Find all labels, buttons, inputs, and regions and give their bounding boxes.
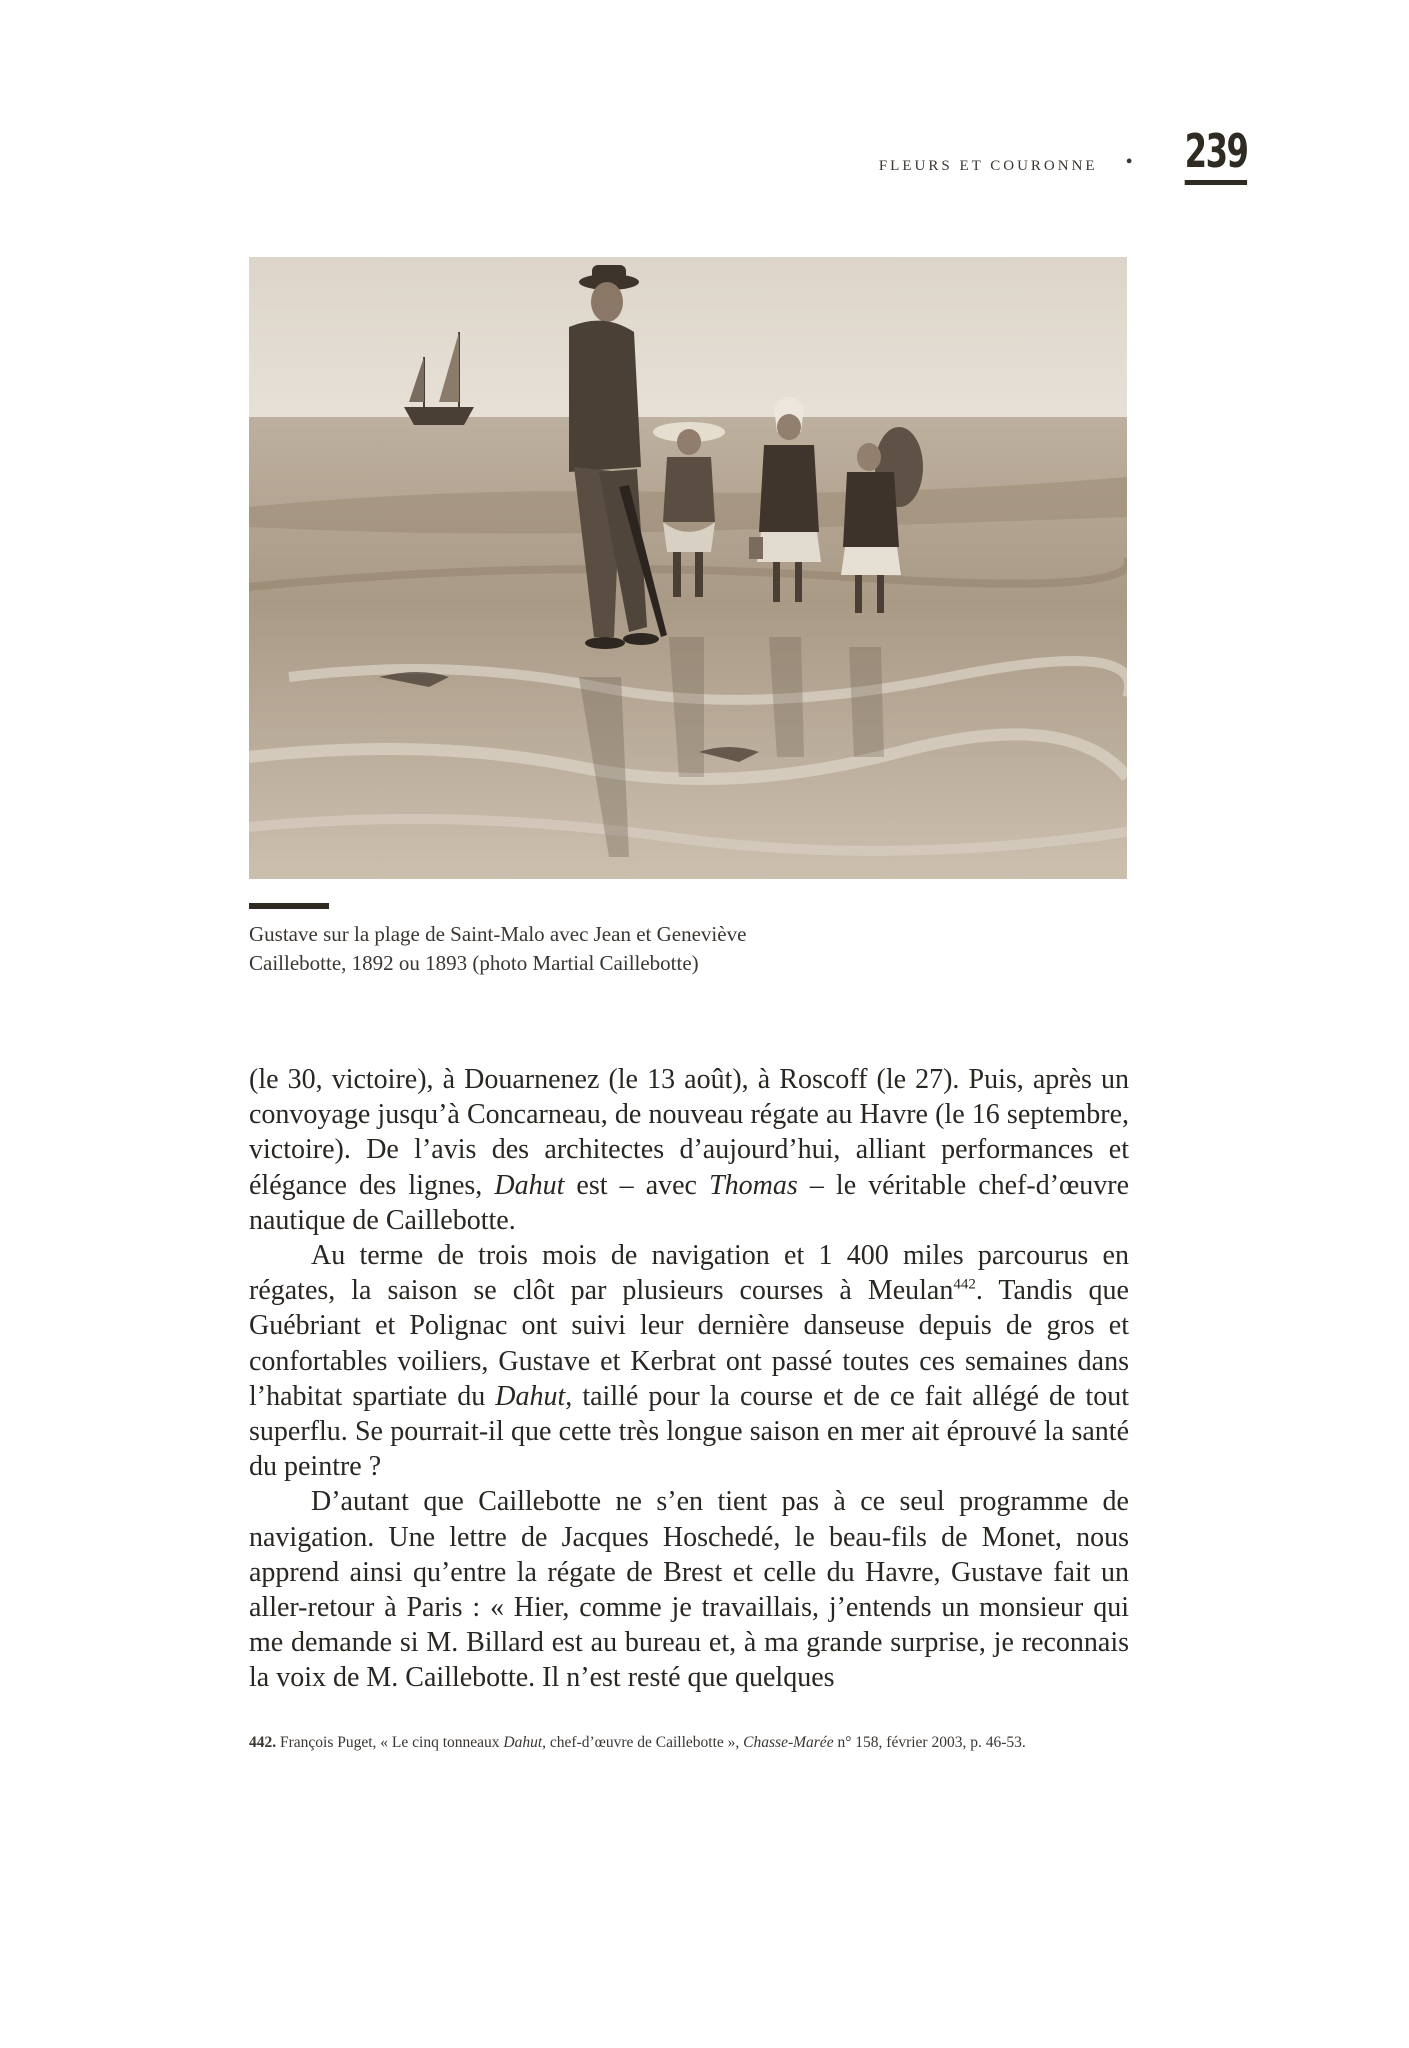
text-run: , chef-d’œuvre de Caillebotte », bbox=[542, 1734, 744, 1751]
text-run: , taillé pour la course et de ce fait allégé de tout superflu. Se pourrait-il que cette très longue saison en mer ait éprouvé la santé du peintre ? bbox=[249, 1380, 1129, 1483]
caption-line: Caillebotte, 1892 ou 1893 (photo Martial Caillebotte) bbox=[249, 951, 699, 975]
beach-photo-illustration bbox=[249, 257, 1127, 879]
italic-text: Dahut bbox=[495, 1380, 566, 1412]
body-text bbox=[249, 1062, 1129, 1696]
text-run: – le véritable chef-d’œuvre nautique de Caillebotte. bbox=[249, 1169, 1130, 1236]
text-run: François Puget, « Le cinq tonneaux bbox=[276, 1734, 504, 1751]
paragraph bbox=[249, 1238, 1129, 1484]
running-head bbox=[878, 124, 1247, 185]
italic-text: Thomas bbox=[709, 1169, 798, 1201]
text-run: Au terme de trois mois de navigation et 1 400 miles parcourus en régates, la saison se clôt par plusieurs courses à Meulan bbox=[249, 1240, 1129, 1307]
beach-photograph bbox=[249, 257, 1127, 879]
text-run: (le 30, victoire), à Douarnenez (le 13 août), à Roscoff (le 27). Puis, après un convoyage jusqu’à Concarneau, de nouveau régate au Havre (le 16 septembre, victoire). De l’avis des architectes d’aujourd’hui, alliant performances et élégance des lignes, bbox=[249, 1064, 1129, 1201]
figure-caption bbox=[249, 920, 949, 978]
section-title: FLEURS ET COURONNE bbox=[878, 158, 1098, 174]
text-run: D’autant que Caillebotte ne s’en tient pas à ce seul programme de navigation. Une lettre de Jacques Hoschedé, le beau-fils de Monet, nous apprend ainsi qu’entre la régate de Brest et celle du Havre, Gustave fait un aller-retour à Paris : « Hier, comme je travaillais, j’entends un monsieur qui me demande si M. Billard est au bureau et, à ma grande surprise, je reconnais la voix de M. Caillebotte. Il n’est resté que quelques bbox=[249, 1486, 1129, 1694]
footnote bbox=[249, 1732, 1129, 1754]
caption-line: Gustave sur la plage de Saint-Malo avec Jean et Geneviève bbox=[249, 922, 747, 946]
paragraph bbox=[249, 1484, 1129, 1695]
footnote-number: 442. bbox=[249, 1734, 277, 1751]
text-run: est – avec bbox=[564, 1169, 710, 1201]
paragraph bbox=[249, 1062, 1129, 1238]
footnote-reference[interactable]: 442 bbox=[953, 1276, 976, 1293]
italic-text: Chasse-Marée bbox=[743, 1734, 834, 1751]
text-run: . Tandis que Guébriant et Polignac ont suivi leur dernière danseuse depuis de gros et confortables voiliers, Gustave et Kerbrat ont passé toutes ces semaines dans l’habitat spartiate du bbox=[249, 1275, 1129, 1412]
italic-text: Dahut bbox=[494, 1169, 565, 1201]
header-separator: • bbox=[1125, 151, 1133, 173]
text-run: n° 158, février 2003, p. 46-53. bbox=[833, 1734, 1026, 1751]
italic-text: Dahut bbox=[503, 1734, 543, 1751]
caption-rule bbox=[249, 903, 329, 909]
page-number: 239 bbox=[1184, 128, 1247, 185]
